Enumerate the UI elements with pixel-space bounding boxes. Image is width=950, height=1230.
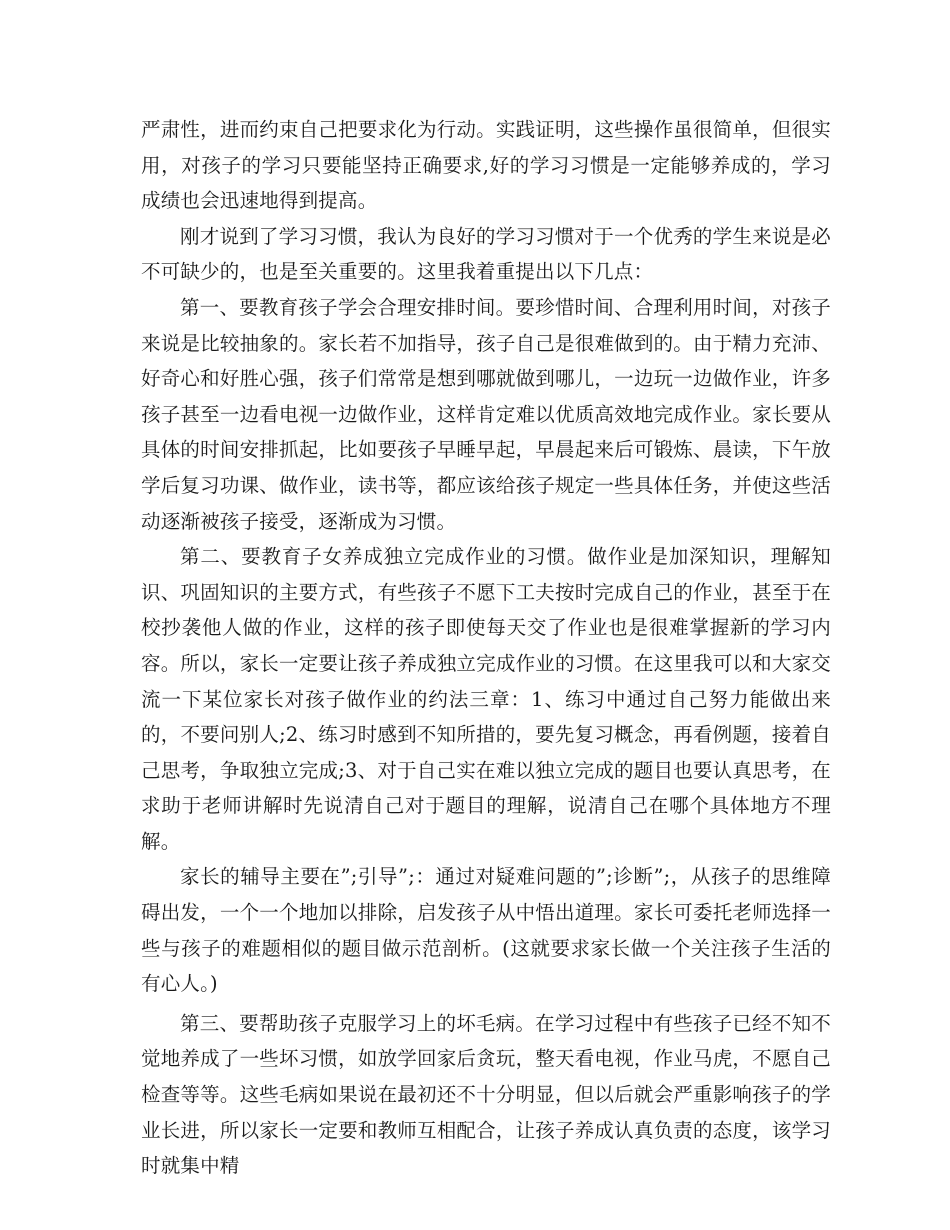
paragraph-learning-habits-intro: 刚才说到了学习习惯，我认为良好的学习习惯对于一个优秀的学生来说是必不可缺少的，也是至关重要的。这里我着重提出以下几点： <box>141 224 831 284</box>
paragraph-continued: 严肃性，进而约束自己把要求化为行动。实践证明，这些操作虽很简单，但很实用，对孩子的学习只要能坚持正确要求,好的学习习惯是一定能够养成的，学习成绩也会迅速地得到提高。 <box>141 118 831 213</box>
paragraph-point-one-time: 第一、要教育孩子学会合理安排时间。要珍惜时间、合理利用时间，对孩子来说是比较抽象的。家长若不加指导，孩子自己是很难做到的。由于精力充沛、好奇心和好胜心强，孩子们常常是想到哪就做到哪儿，一边玩一边做作业，许多孩子甚至一边看电视一边做作业，这样肯定难以优质高效地完成作业。家长要从具体的时间安排抓起，比如要孩子早睡早起，早晨起来后可锻炼、晨读，下午放学后复习功课、做作业，读书等，都应该给孩子规定一些具体任务，并使这些活动逐渐被孩子接受，逐渐成为习惯。 <box>141 295 831 533</box>
paragraph-point-three-bad-habits: 第三、要帮助孩子克服学习上的坏毛病。在学习过程中有些孩子已经不知不觉地养成了一些坏习惯，如放学回家后贪玩，整天看电视，作业马虎，不愿自己检查等等。这些毛病如果说在最初还不十分明显，但以后就会严重影响孩子的学业长进，所以家长一定要和教师互相配合，让孩子养成认真负责的态度，该学习时就集中精 <box>141 1011 831 1178</box>
paragraph-point-two-homework: 第二、要教育子女养成独立完成作业的习惯。做作业是加深知识，理解知识、巩固知识的主要方式，有些孩子不愿下工夫按时完成自己的作业，甚至于在校抄袭他人做的作业，这样的孩子即使每天交了作业也是很难掌握新的学习内容。所以，家长一定要让孩子养成独立完成作业的习惯。在这里我可以和大家交流一下某位家长对孩子做作业的约法三章：1、练习中通过自己努力能做出来的，不要问别人;2、练习时感到不知所措的，要先复习概念，再看例题，接着自己思考，争取独立完成;3、对于自己实在难以独立完成的题目也要认真思考，在求助于老师讲解时先说清自己对于题目的理解，说清自己在哪个具体地方不理解。 <box>141 545 831 853</box>
body-text <box>141 112 831 1184</box>
paragraph-parent-guidance: 家长的辅导主要在”;引导”;：通过对疑难问题的”;诊断”;，从孩子的思维障碍出发，一个一个地加以排除，启发孩子从中悟出道理。家长可委托老师选择一些与孩子的难题相似的题目做示范剖析。(这就要求家长做一个关注孩子生活的有心人。) <box>141 865 831 996</box>
